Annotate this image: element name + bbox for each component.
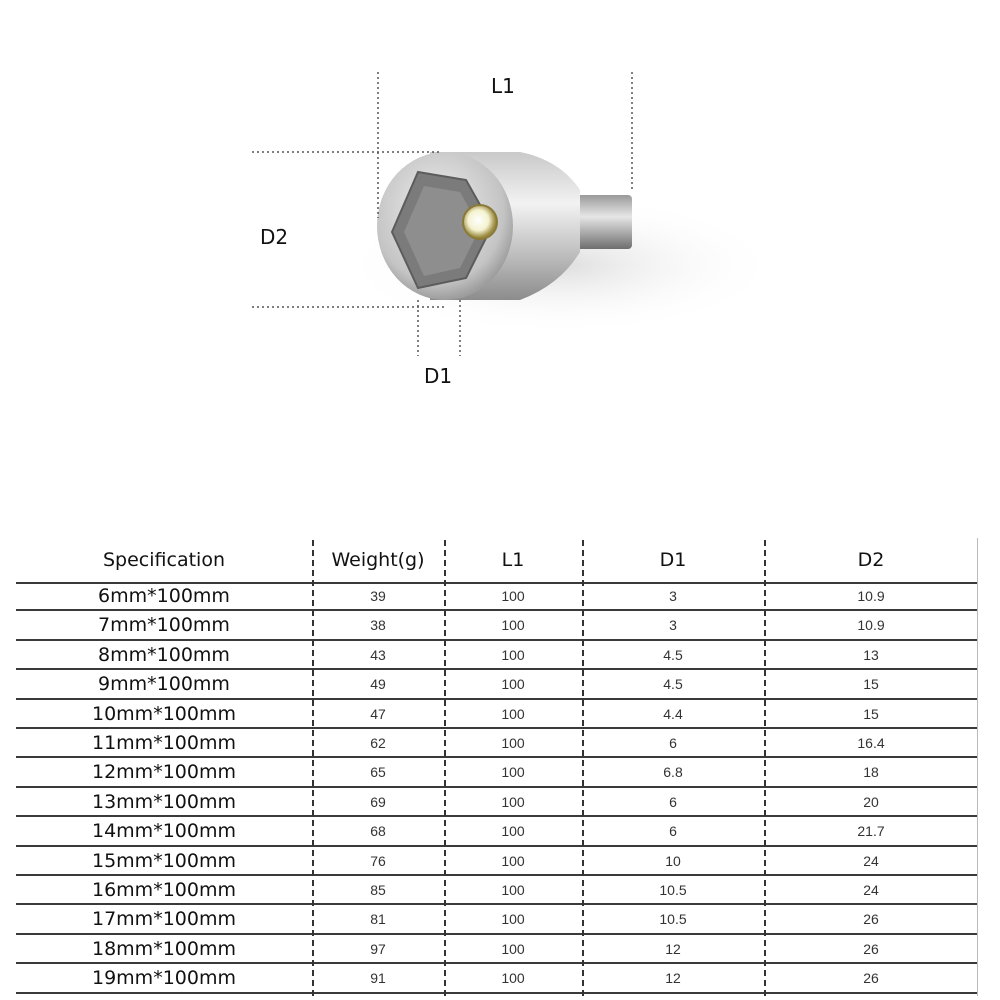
cell-l1: 100 <box>501 676 525 693</box>
cell-d2: 10.9 <box>857 588 885 604</box>
table-row <box>16 582 978 611</box>
cell-l1: 100 <box>501 764 525 781</box>
table-row <box>16 788 978 817</box>
cell-specification: 18mm*100mm <box>92 937 236 960</box>
dimension-label-d2: D2 <box>260 225 289 249</box>
column-divider <box>764 540 766 996</box>
magnet <box>463 205 497 239</box>
cell-d1: 3 <box>669 588 677 604</box>
cell-d2: 20 <box>863 793 879 810</box>
cell-d1: 6 <box>669 735 677 751</box>
table-row <box>16 670 978 699</box>
cell-weight: 91 <box>370 970 386 987</box>
table-right-edge <box>977 538 978 996</box>
cell-specification: 10mm*100mm <box>92 702 236 725</box>
cell-specification: 7mm*100mm <box>98 614 230 637</box>
cell-specification: 14mm*100mm <box>92 820 236 843</box>
cell-l1: 100 <box>501 588 525 604</box>
cell-weight: 38 <box>370 617 386 634</box>
cell-weight: 97 <box>370 940 386 957</box>
specification-table <box>16 538 978 996</box>
cell-l1: 100 <box>501 970 525 987</box>
dimension-label-d1: D1 <box>424 364 453 388</box>
table-row <box>16 641 978 670</box>
cell-weight: 43 <box>370 646 386 663</box>
cell-specification: 9mm*100mm <box>98 673 230 696</box>
cell-weight: 85 <box>370 882 386 898</box>
cell-l1: 100 <box>501 940 525 957</box>
cell-specification: 8mm*100mm <box>98 643 230 666</box>
table-row <box>16 758 978 787</box>
cell-d2: 26 <box>863 940 879 957</box>
cell-d1: 12 <box>665 970 681 987</box>
cell-d2: 26 <box>863 911 879 928</box>
cell-d2: 18 <box>863 764 879 781</box>
cell-d1: 10.5 <box>659 882 687 898</box>
table-row <box>16 611 978 640</box>
cell-d1: 12 <box>665 940 681 957</box>
cell-d2: 15 <box>863 676 879 693</box>
cell-specification: 19mm*100mm <box>92 967 236 990</box>
cell-l1: 100 <box>501 852 525 869</box>
header-d1: D1 <box>659 549 687 571</box>
dimension-label-l1: L1 <box>491 74 515 98</box>
cell-d1: 4.5 <box>663 646 683 663</box>
cell-d2: 10.9 <box>857 617 885 634</box>
cell-specification: 12mm*100mm <box>92 761 236 784</box>
cell-l1: 100 <box>501 735 525 751</box>
table-row <box>16 876 978 905</box>
cell-l1: 100 <box>501 705 525 722</box>
cell-specification: 17mm*100mm <box>92 908 236 931</box>
cell-specification: 16mm*100mm <box>92 879 236 901</box>
table-row <box>16 729 978 758</box>
cell-weight: 39 <box>370 588 386 604</box>
cell-d2: 21.7 <box>857 823 885 840</box>
cell-d2: 26 <box>863 970 879 987</box>
cell-l1: 100 <box>501 793 525 810</box>
cell-d1: 4.5 <box>663 676 683 693</box>
cell-specification: 15mm*100mm <box>92 849 236 872</box>
cell-d2: 16.4 <box>857 735 885 751</box>
cell-d1: 6 <box>669 823 677 840</box>
cell-weight: 81 <box>370 911 386 928</box>
table-row <box>16 905 978 934</box>
column-divider <box>582 540 584 996</box>
cell-d1: 10 <box>665 852 681 869</box>
header-d2: D2 <box>857 549 885 571</box>
cell-specification: 13mm*100mm <box>92 790 236 813</box>
cell-d1: 3 <box>669 617 677 634</box>
cell-l1: 100 <box>501 882 525 898</box>
cell-weight: 69 <box>370 793 386 810</box>
table-row <box>16 817 978 846</box>
header-l1: L1 <box>501 549 525 571</box>
cell-weight: 68 <box>370 823 386 840</box>
cell-d2: 24 <box>863 852 879 869</box>
cell-l1: 100 <box>501 911 525 928</box>
cell-weight: 76 <box>370 852 386 869</box>
cell-weight: 65 <box>370 764 386 781</box>
cell-d1: 10.5 <box>659 911 687 928</box>
cell-weight: 49 <box>370 676 386 693</box>
table-row <box>16 935 978 964</box>
table-row <box>16 847 978 876</box>
product-diagram <box>0 0 1000 420</box>
header-weight: Weight(g) <box>331 549 425 571</box>
table-row <box>16 964 978 993</box>
cell-l1: 100 <box>501 823 525 840</box>
cell-d1: 6.8 <box>663 764 683 781</box>
column-divider <box>444 540 446 996</box>
cell-d1: 6 <box>669 793 677 810</box>
cell-l1: 100 <box>501 617 525 634</box>
cell-d2: 13 <box>863 646 879 663</box>
cell-weight: 47 <box>370 705 386 722</box>
column-divider <box>312 540 314 996</box>
cell-weight: 62 <box>370 735 386 751</box>
table-header <box>16 538 978 584</box>
cell-d1: 4.4 <box>663 705 683 722</box>
nut-driver-illustration <box>0 0 1000 420</box>
header-specification: Specification <box>103 549 225 571</box>
cell-specification: 11mm*100mm <box>92 732 236 754</box>
cell-d2: 15 <box>863 705 879 722</box>
cell-l1: 100 <box>501 646 525 663</box>
cell-d2: 24 <box>863 882 879 898</box>
table-row <box>16 700 978 729</box>
cell-specification: 6mm*100mm <box>98 585 230 607</box>
